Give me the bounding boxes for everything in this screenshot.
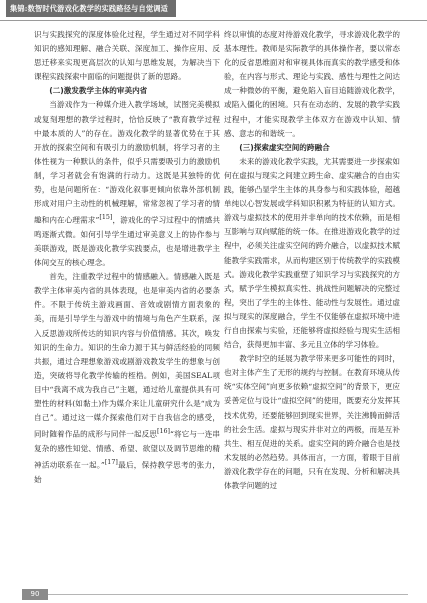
footer-divider (48, 594, 408, 595)
left-column (34, 28, 220, 576)
paragraph: 未来的游戏化教学实践，尤其需要进一步探索如何在虚拟与现实之间建立跨生命、虚实融合的自由实践，能够凸显学生主体的具身参与和实践体验，超越单纯以心智发展或学科知识积累为特征的认知方式。游戏与虚拟技术的使用并非单向的技术依赖，而是相互影响与双向赋能的统一体。在推进游戏化教学的过程中，必须关注虚实空间的跨介融合，以虚拟技术赋能教学实践需求，从而构建区别于传统教学的实践模式。游戏化教学实践重塑了知识学习与实践探究的方式，赋予学生模拟真实性、挑战性问题解决的完整过程，突出了学生的主体性、能动性与发展性。通过虚拟与现实的深度融合，学生不仅能够在虚拟环境中进行自由探索与实验，还能够将虚拟经验与现实生活相结合，获得更加丰富、多元且立体的学习体验。 (224, 156, 400, 350)
paragraph: 识与实践探究的深度体验化过程，学生通过对不同学科知识的感知理解、融合关联、深度加工、操作应用、反思迁移来实现更高层次的认知与思维发展，为解决当下课程实践探索中面临的问题提供了新的思路。 (34, 30, 220, 82)
citation-ref: [16] (157, 428, 170, 436)
section-heading: (二)激发教学主体的审美内省 (49, 86, 148, 96)
paragraph-text: 当游戏作为一种媒介进入教学场域，试图完美模拟或复刻理想的教学过程时，恰恰反映了“教育教学过程中最本质的人”的存在。游戏化教学的显著优势在于其开放的探索空间和有吸引力的激励机制，将学习者的主体性视为一种默认的条件，似乎只需要吸引力的激励机制，学习者就会有饱满的行动力。这既是其独特的优势，也是问题所在：“游戏化叙事更倾向依靠外部机制形成对用户主动性的机械理解，常常忽视了学习者的情趣和内在心理需求” (34, 100, 220, 225)
paragraph: 终以审慎的态度对待游戏化教学，寻求游戏化教学的基本理性。教师是实际教学的具体操作者，要以常态化的反省思维面对和审视具体而真实的教学感受和体验，在内容与形式、理论与实践、感性与理性之间达成一种微妙的平衡，避免陷入盲目追随游戏化教学，或陷入僵化的困境。只有在动态的、发展的教学实践过程中，才能实现教学主体双方在游戏中认知、情感、意志的和谐统一。 (224, 30, 400, 138)
page-footer (0, 588, 427, 603)
paragraph-text: ，游戏化的学习过程中的情感共鸣逐渐式微。如何引导学生通过审美意义上的协作参与美联游戏，既是游戏化教学实践要点，也是增进教学主体间交互的核心理念。 (34, 215, 220, 268)
paragraph: 教学时空的延展为教学带来更多可能性的同时，也对主体产生了无形的规约与控制。在教育环境从传统“实体空间”向更多依赖“虚拟空间”的背景下，更应妥善定位与设计“虚拟空间”的使用，既要充分发挥其技术优势，还要能够回到现实世界，关注沸腾而鲜活的社会生活。虚拟与现实并非对立的两极，而是互补共生、相互促进的关系。虚实空间的跨介融合也是技术发展的必然趋势。具体而言，一方面，着眼于目前游戏化教学存在的问题，只有在发现、分析和解决具体教学问题的过 (224, 354, 400, 490)
right-column (224, 28, 400, 576)
page-number-box (22, 589, 48, 600)
citation-ref: [17] (104, 458, 118, 466)
paragraph (34, 98, 220, 270)
paragraph-text: “将它与一连串复杂的感性知觉、情感、希望、欲望以及调节思维的精神活动联系在一起。” (34, 429, 220, 470)
page-number: 90 (30, 590, 40, 598)
running-title: 集锦:数智时代游戏化教学的实践路径与自觉调适 (6, 0, 176, 17)
citation-ref: [15] (99, 214, 113, 222)
paragraph (34, 270, 220, 486)
paragraph-text: 最后，保持教学思考的张力，始 (34, 460, 220, 484)
section-heading: (三)探索虚实空间的跨融合 (239, 142, 330, 152)
page-header (0, 0, 427, 21)
paragraph-text: 首先，注重教学过程中的情感融入。情感融入既是教学主体审美内省的具体表现，也是审美内省的必要条件。不限于传统主游戏画面、音效或剧情方面表象的美，而是引导学生与游戏中的情境与角色产生联系，深入反思游戏所传达的知识内容与价值情感。其次，唤发知识的生命力。知识的生命力源于其与鲜活经验的同频共振，通过合理想象游戏或剧游戏教发学生的想象与创造，突破将导化教学传输的桎梏。例如，美国SEAL项目中“我离不成为我自己”主题，通过给儿童提供具有可塑性的材料(如黏土)作为媒介来让儿童研究什么是“成为自己”。通过这一媒介探索他们对于自我信念的感受，同时随着作品的成形与同伴一起反思 (34, 272, 220, 439)
